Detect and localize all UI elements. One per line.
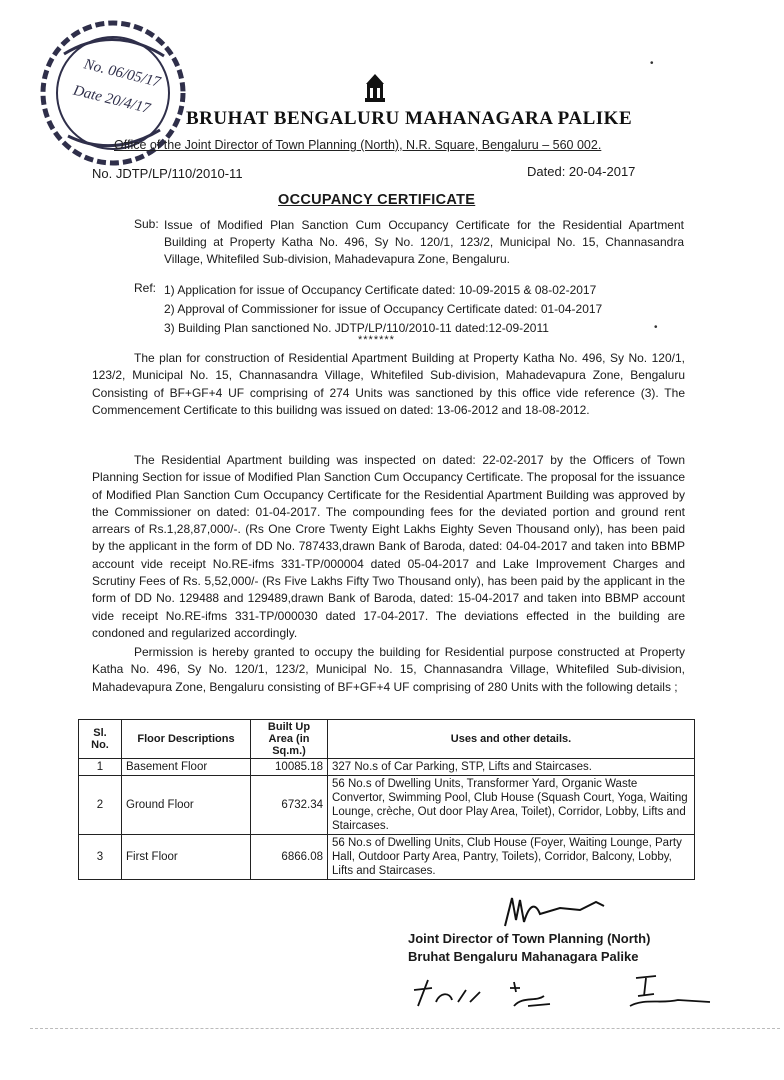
- signatory-designation: Joint Director of Town Planning (North): [408, 931, 651, 946]
- paragraph-inspection-fees: The Residential Apartment building was inspected on dated: 22-02-2017 by the Officers of Town Planning Section for issue of Modified Plan Sanction Cum Occupancy Certificate. The proposal for the issuance of Modified Plan Sanction Cum Occupancy Certificate for the Residential Apartment Building was approved by the Commissioner on dated: 01-04-2017. The compounding fees for the deviated portion and ground rent arrears of Rs.1,28,87,000/-. (Rs One Crore Twenty Eight Lakhs Eighty Seven Thousand only), has been paid by the applicant in the form of DD No. 787433,drawn Bank of Baroda, dated: 04-04-2017 and taken into BBMP account vide receipt No.RE-ifms 331-TP/000004 dated 05-04-2017 and Lake Improvement Charges and Scrutiny Fees of Rs. 5,52,000/- (Rs Five Lakhs Fifty Two Thousand only), has been paid by the applicant in the form of DD No. 129488 and 129489,drawn Bank of Baroda, dated: 15-04-2017 and taken into BBMP account vide receipt No.RE-ifms 331-TP/000030 dated 17-04-2017. The deviations effected in the building are condoned and regularized accordingly.: [92, 453, 685, 640]
- cell-sl: 2: [79, 776, 122, 835]
- signatory-organization: Bruhat Bengaluru Mahanagara Palike: [408, 949, 639, 964]
- signature-mark: [500, 892, 610, 932]
- bbmp-emblem-icon: [364, 74, 386, 102]
- cell-floor: First Floor: [122, 835, 251, 880]
- floor-details-table: [78, 719, 695, 880]
- page-bottom-rule: [30, 1028, 780, 1029]
- cell-area: 10085.18: [251, 759, 328, 776]
- cell-sl: 1: [79, 759, 122, 776]
- scan-speck: •: [650, 58, 654, 69]
- subject-label: Sub:: [134, 217, 159, 231]
- header-sl-no: Sl. No.: [79, 720, 122, 759]
- cell-uses: 56 No.s of Dwelling Units, Transformer Yard, Organic Waste Convertor, Swimming Pool, Club House (Squash Court, Yoga, Waiting Lounge, crèche, Out door Play Area, Toilet), Corridor, Lobby, Lifts and Staircases.: [328, 776, 695, 835]
- table-row: [79, 759, 695, 776]
- reference-item: 2) Approval of Commissioner for issue of Occupancy Certificate dated: 01-04-2017: [164, 302, 603, 316]
- separator-stars: *******: [358, 334, 395, 346]
- cell-area: 6866.08: [251, 835, 328, 880]
- table-row: [79, 776, 695, 835]
- paragraph-plan-sanction: The plan for construction of Residential Apartment Building at Property Katha No. 496, Sy No. 120/1, 123/2, Municipal No. 15, Channasandra Village, Whitefiled Sub-division, Mahadevapura Zone, Bengaluru Consisting of BF+GF+4 UF comprising of 274 Units was sanctioned by this office vide reference (3). The Commencement Certificate to this builidng was issued on dated: 13-06-2012 and 18-08-2012.: [92, 351, 685, 417]
- reference-number: No. JDTP/LP/110/2010-11: [92, 166, 243, 181]
- cell-area: 6732.34: [251, 776, 328, 835]
- svg-text:Date 20/4/17: Date 20/4/17: [71, 82, 152, 118]
- references-list: [164, 281, 602, 338]
- handwritten-initials: [410, 966, 730, 1016]
- reference-item: 3) Building Plan sanctioned No. JDTP/LP/110/2010-11 dated:12-09-2011: [164, 321, 549, 335]
- paragraph-permission: Permission is hereby granted to occupy the building for Residential purpose constructed at Property Katha No. 496, Sy No. 120/1, 123/2, Municipal No. 15, Channasandra Village, Whitefiled Sub-division, Mahadevapura Zone, Bengaluru consisting of BF+GF+4 UF comprising of 280 Units with the following details ;: [92, 645, 685, 694]
- cell-uses: 56 No.s of Dwelling Units, Club House (Foyer, Waiting Lounge, Party Hall, Outdoor Party Area, Pantry, Toilets), Corridor, Balcony, Lobby, Lifts and Staircases.: [328, 835, 695, 880]
- header-area: Built Up Area (in Sq.m.): [251, 720, 328, 759]
- signatory-block: [408, 930, 650, 966]
- document-title: OCCUPANCY CERTIFICATE: [278, 192, 476, 208]
- table-header-row: [79, 720, 695, 759]
- cell-uses: 327 No.s of Car Parking, STP, Lifts and Staircases.: [328, 759, 695, 776]
- office-address: Office of the Joint Director of Town Planning (North), N.R. Square, Bengaluru – 560 002.: [114, 138, 602, 152]
- organization-name: BRUHAT BENGALURU MAHANAGARA PALIKE: [186, 108, 633, 129]
- references-label: Ref:: [134, 281, 157, 295]
- header-floor: Floor Descriptions: [122, 720, 251, 759]
- reference-item: 1) Application for issue of Occupancy Certificate dated: 10-09-2015 & 08-02-2017: [164, 283, 597, 297]
- cell-floor: Ground Floor: [122, 776, 251, 835]
- scan-speck: •: [654, 322, 658, 333]
- cell-sl: 3: [79, 835, 122, 880]
- subject-text: Issue of Modified Plan Sanction Cum Occupancy Certificate for the Residential Apartment Building at Property Katha No. 496, Sy No. 120/1, 123/2, Municipal No. 15, Channasandra Village, Whitefiled Sub-division, Mahadevapura Zone, Bengaluru.: [164, 218, 684, 266]
- svg-text:No. 06/05/17: No. 06/05/17: [82, 56, 163, 91]
- header-uses: Uses and other details.: [328, 720, 695, 759]
- issue-date: Dated: 20-04-2017: [527, 164, 636, 179]
- cell-floor: Basement Floor: [122, 759, 251, 776]
- table-row: [79, 835, 695, 880]
